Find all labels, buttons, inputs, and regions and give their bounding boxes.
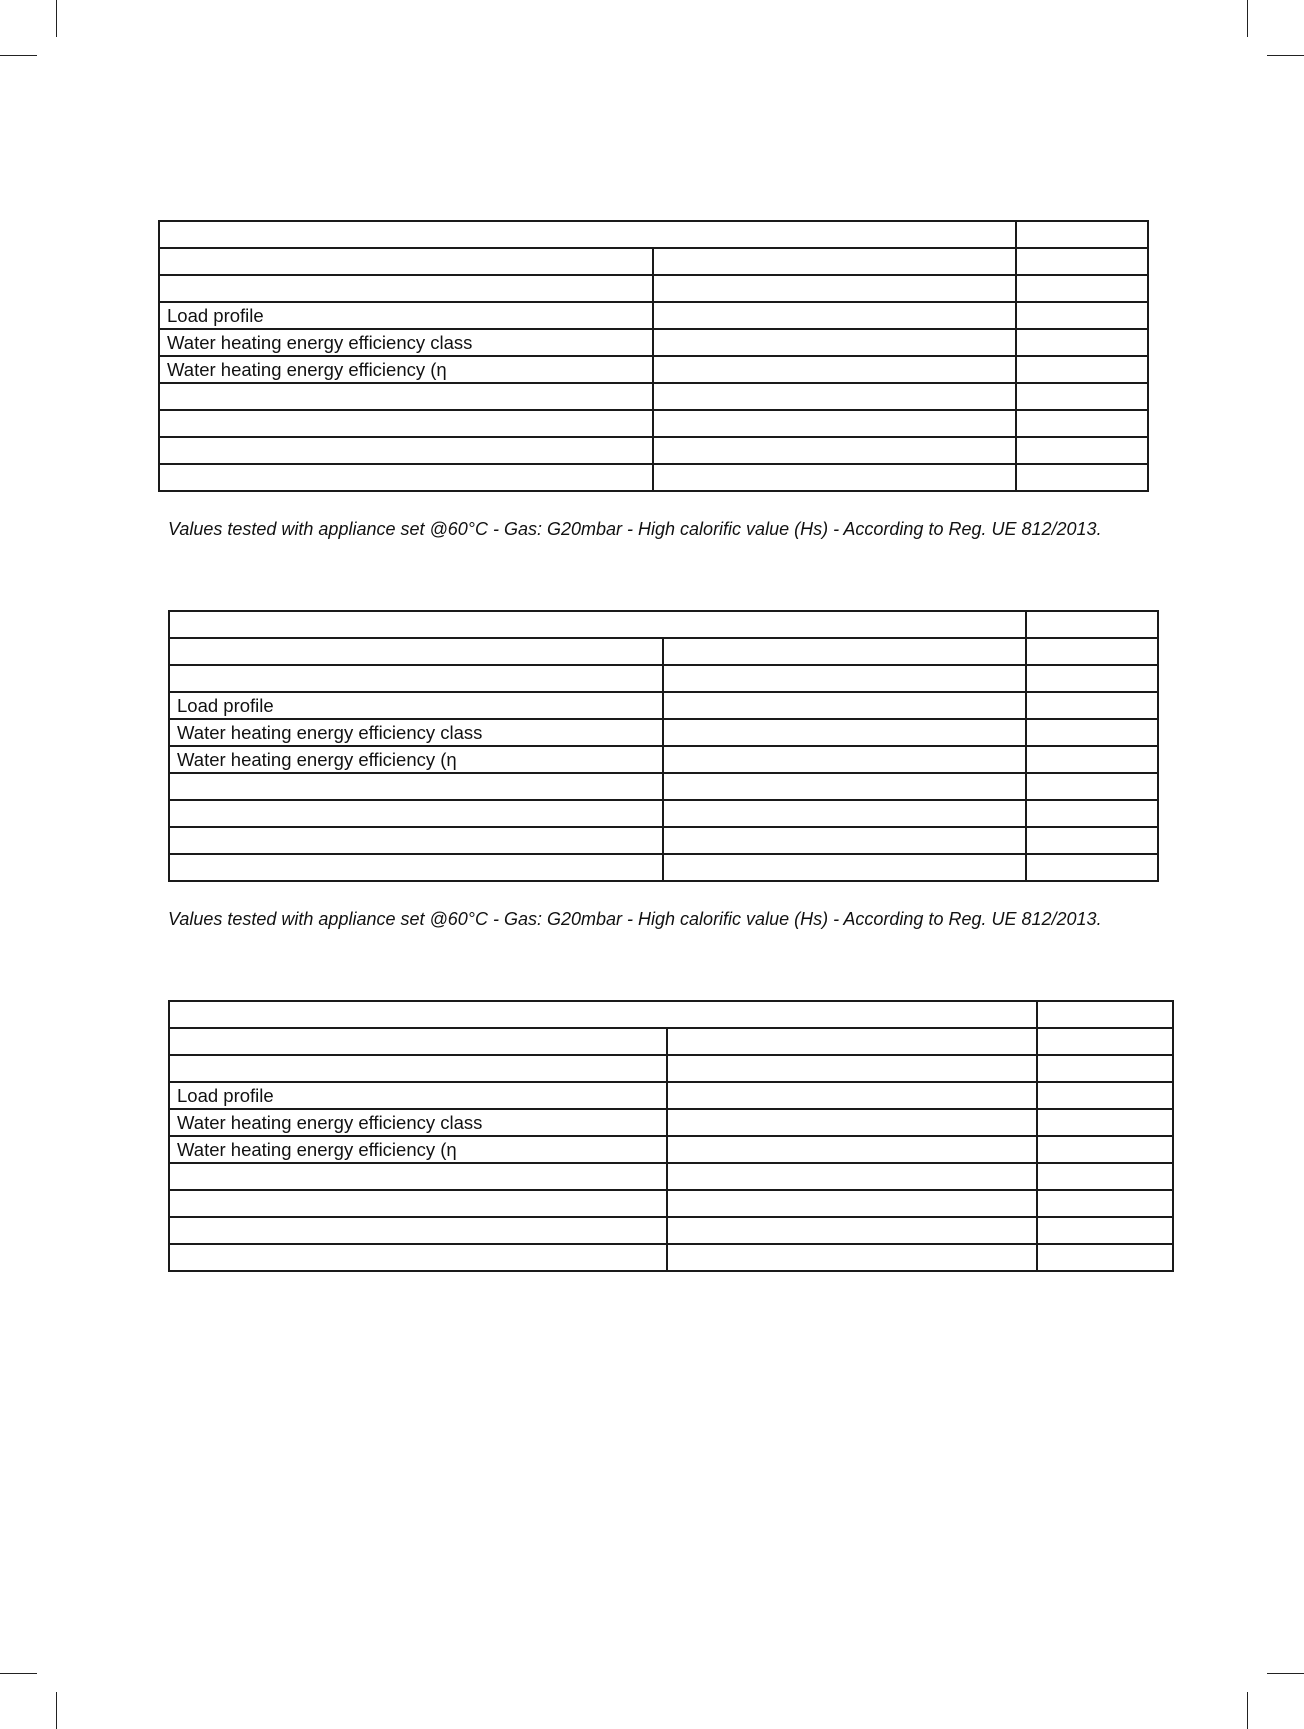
row-label: Water heating energy efficiency (η bbox=[159, 356, 653, 383]
row-label bbox=[169, 1244, 667, 1271]
row-label: Load profile bbox=[169, 1082, 667, 1109]
row-extra bbox=[1026, 773, 1158, 800]
table-header-row bbox=[169, 1001, 1173, 1028]
row-value bbox=[667, 1190, 1037, 1217]
table-row bbox=[159, 356, 1148, 383]
row-label bbox=[169, 773, 663, 800]
table-row bbox=[169, 827, 1158, 854]
table-header-row bbox=[159, 221, 1148, 248]
row-label bbox=[159, 248, 653, 275]
product-data-table-2 bbox=[168, 610, 1159, 882]
row-extra bbox=[1016, 383, 1148, 410]
row-value bbox=[667, 1055, 1037, 1082]
row-extra bbox=[1037, 1244, 1173, 1271]
row-value bbox=[667, 1244, 1037, 1271]
row-label: Water heating energy efficiency class bbox=[169, 1109, 667, 1136]
table-row bbox=[169, 773, 1158, 800]
table-row bbox=[169, 1163, 1173, 1190]
table-row bbox=[169, 854, 1158, 881]
table-row bbox=[169, 1055, 1173, 1082]
row-value bbox=[653, 275, 1016, 302]
row-value bbox=[653, 410, 1016, 437]
row-label bbox=[169, 1055, 667, 1082]
row-extra bbox=[1016, 248, 1148, 275]
row-extra bbox=[1026, 854, 1158, 881]
row-value bbox=[663, 773, 1026, 800]
table-row bbox=[159, 464, 1148, 491]
table-header-cell bbox=[159, 221, 1016, 248]
row-value bbox=[663, 665, 1026, 692]
row-label bbox=[169, 665, 663, 692]
row-value bbox=[663, 719, 1026, 746]
table-row bbox=[159, 302, 1148, 329]
row-extra bbox=[1016, 275, 1148, 302]
row-extra bbox=[1016, 437, 1148, 464]
table-row bbox=[169, 638, 1158, 665]
row-label: Load profile bbox=[169, 692, 663, 719]
table-row bbox=[169, 665, 1158, 692]
row-value bbox=[653, 302, 1016, 329]
crop-mark-top-left bbox=[0, 55, 37, 56]
table-row bbox=[169, 1028, 1173, 1055]
row-label bbox=[169, 1163, 667, 1190]
product-data-table-3 bbox=[168, 1000, 1174, 1272]
row-value bbox=[667, 1028, 1037, 1055]
table-row bbox=[169, 1136, 1173, 1163]
row-extra bbox=[1016, 464, 1148, 491]
table-footnote: Values tested with appliance set @60°C - Gas: G20mbar - High calorific value (Hs) - According to Reg. UE 812/2013. bbox=[168, 909, 1102, 929]
row-value bbox=[663, 692, 1026, 719]
row-extra bbox=[1026, 827, 1158, 854]
row-value bbox=[653, 356, 1016, 383]
row-value bbox=[653, 248, 1016, 275]
row-value bbox=[667, 1163, 1037, 1190]
crop-mark-bottom-right bbox=[1267, 1673, 1304, 1674]
row-extra bbox=[1026, 692, 1158, 719]
row-label bbox=[159, 464, 653, 491]
table-row bbox=[159, 275, 1148, 302]
row-extra bbox=[1037, 1163, 1173, 1190]
row-label bbox=[169, 1190, 667, 1217]
row-label bbox=[159, 410, 653, 437]
product-data-table-1 bbox=[158, 220, 1149, 492]
row-value bbox=[667, 1217, 1037, 1244]
row-extra bbox=[1037, 1055, 1173, 1082]
row-label bbox=[169, 638, 663, 665]
table-row bbox=[159, 383, 1148, 410]
row-extra bbox=[1037, 1217, 1173, 1244]
row-extra bbox=[1037, 1109, 1173, 1136]
row-extra bbox=[1037, 1136, 1173, 1163]
table-header-unit-cell bbox=[1037, 1001, 1173, 1028]
row-label bbox=[169, 827, 663, 854]
table-row bbox=[159, 329, 1148, 356]
crop-mark-top-right bbox=[1267, 55, 1304, 56]
row-value bbox=[667, 1109, 1037, 1136]
table-row bbox=[159, 437, 1148, 464]
table-row bbox=[159, 410, 1148, 437]
row-label: Water heating energy efficiency (η bbox=[169, 1136, 667, 1163]
row-extra bbox=[1016, 329, 1148, 356]
crop-mark-top-right bbox=[1247, 0, 1248, 37]
table-header-cell bbox=[169, 611, 1026, 638]
table-header-unit-cell bbox=[1026, 611, 1158, 638]
row-label bbox=[169, 1217, 667, 1244]
row-label bbox=[169, 1028, 667, 1055]
row-value bbox=[663, 800, 1026, 827]
row-value bbox=[667, 1082, 1037, 1109]
row-extra bbox=[1016, 356, 1148, 383]
row-label: Load profile bbox=[159, 302, 653, 329]
crop-mark-bottom-right bbox=[1247, 1692, 1248, 1729]
row-extra bbox=[1026, 665, 1158, 692]
row-label: Water heating energy efficiency (η bbox=[169, 746, 663, 773]
row-value bbox=[667, 1136, 1037, 1163]
row-value bbox=[663, 746, 1026, 773]
table-row bbox=[169, 692, 1158, 719]
crop-mark-top-left bbox=[56, 0, 57, 37]
row-extra bbox=[1037, 1082, 1173, 1109]
table-row bbox=[159, 248, 1148, 275]
row-extra bbox=[1026, 746, 1158, 773]
table-header-row bbox=[169, 611, 1158, 638]
table-row bbox=[169, 719, 1158, 746]
row-value bbox=[653, 437, 1016, 464]
table-header-cell bbox=[169, 1001, 1037, 1028]
row-label bbox=[169, 800, 663, 827]
crop-mark-bottom-left bbox=[56, 1692, 57, 1729]
row-extra bbox=[1016, 302, 1148, 329]
row-value bbox=[663, 638, 1026, 665]
table-row bbox=[169, 800, 1158, 827]
table-row bbox=[169, 1109, 1173, 1136]
row-extra bbox=[1026, 800, 1158, 827]
table-row bbox=[169, 1244, 1173, 1271]
row-label: Water heating energy efficiency class bbox=[169, 719, 663, 746]
row-label bbox=[159, 275, 653, 302]
row-extra bbox=[1026, 638, 1158, 665]
row-value bbox=[653, 464, 1016, 491]
table-row bbox=[169, 1190, 1173, 1217]
row-label bbox=[159, 437, 653, 464]
table-row bbox=[169, 1217, 1173, 1244]
row-label bbox=[169, 854, 663, 881]
row-extra bbox=[1037, 1028, 1173, 1055]
table-row bbox=[169, 1082, 1173, 1109]
row-value bbox=[653, 329, 1016, 356]
row-value bbox=[653, 383, 1016, 410]
table-footnote: Values tested with appliance set @60°C - Gas: G20mbar - High calorific value (Hs) - According to Reg. UE 812/2013. bbox=[168, 519, 1102, 539]
row-extra bbox=[1037, 1190, 1173, 1217]
row-value bbox=[663, 827, 1026, 854]
row-label bbox=[159, 383, 653, 410]
table-header-unit-cell bbox=[1016, 221, 1148, 248]
row-extra bbox=[1026, 719, 1158, 746]
crop-mark-bottom-left bbox=[0, 1673, 37, 1674]
row-value bbox=[663, 854, 1026, 881]
row-label: Water heating energy efficiency class bbox=[159, 329, 653, 356]
row-extra bbox=[1016, 410, 1148, 437]
table-row bbox=[169, 746, 1158, 773]
